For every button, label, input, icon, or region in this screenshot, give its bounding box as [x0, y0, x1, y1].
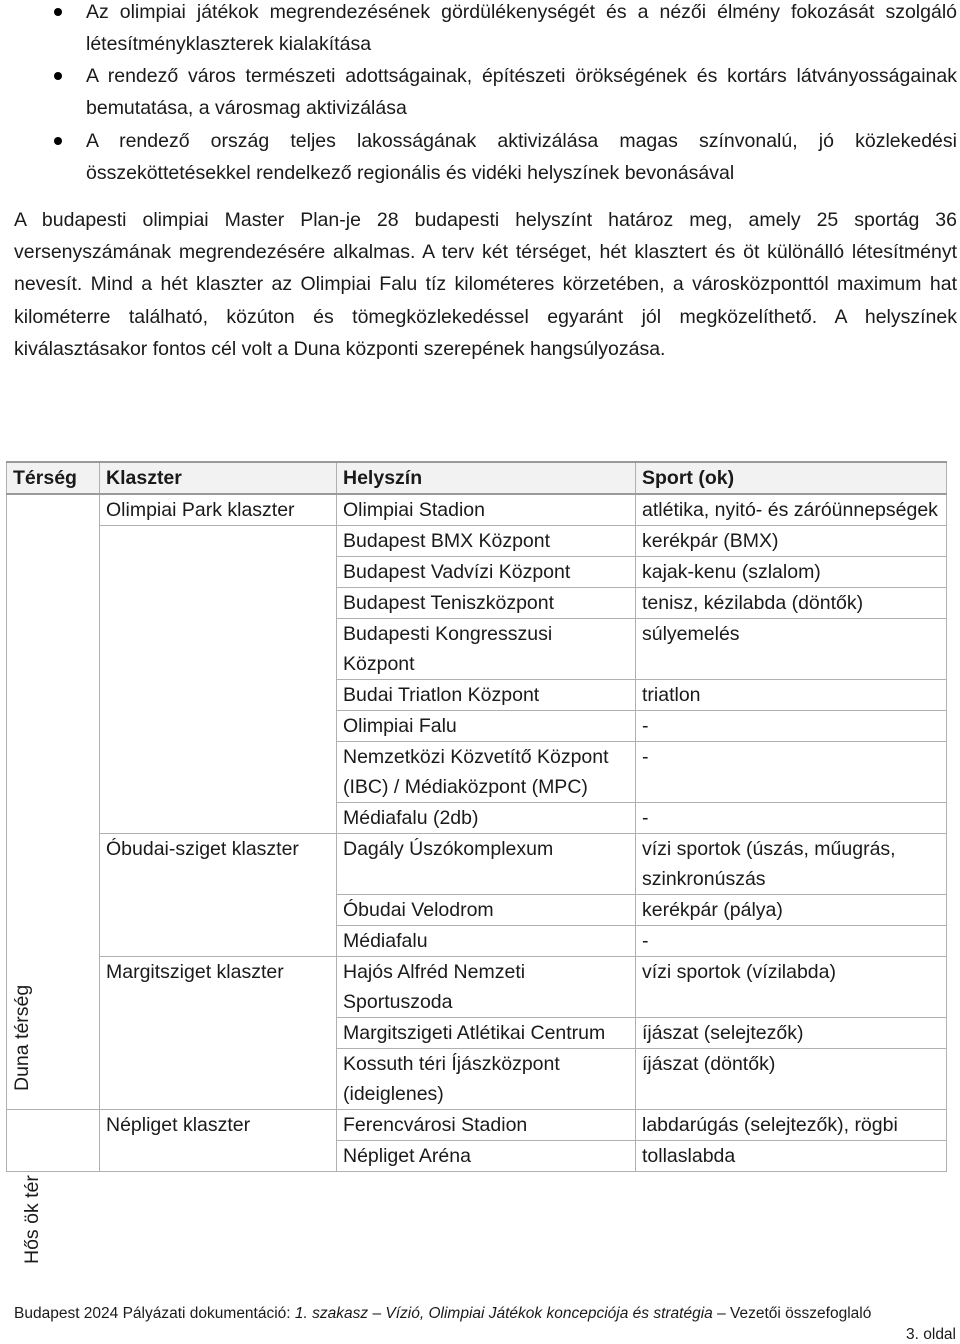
table-row [7, 680, 947, 711]
table-row [7, 834, 947, 895]
table-row [7, 1141, 947, 1172]
cluster-cell [100, 895, 337, 926]
table-row [7, 1110, 947, 1141]
bullet-item [86, 125, 957, 189]
venue-cell: Budapest Vadvízi Központ [337, 557, 636, 588]
venue-cell: Budapest Teniszközpont [337, 588, 636, 619]
table-row [7, 926, 947, 957]
bullet-item [86, 60, 957, 124]
sport-cell: - [636, 926, 947, 957]
venue-cell: Ferencvárosi Stadion [337, 1110, 636, 1141]
bullet-item [86, 0, 957, 60]
cluster-cell [100, 526, 337, 557]
page-footer [14, 1304, 954, 1324]
table-row [7, 711, 947, 742]
cluster-cell: Népliget klaszter [100, 1110, 337, 1141]
footer-dash: – [368, 1305, 386, 1322]
cluster-cell [100, 803, 337, 834]
cluster-cell: Olimpiai Park klaszter [100, 494, 337, 526]
bullet-dot-icon [54, 72, 62, 80]
table-row [7, 957, 947, 1018]
region-cell [7, 1110, 100, 1264]
sport-cell: tenisz, kézilabda (döntők) [636, 588, 947, 619]
sport-cell: vízi sportok (vízilabda) [636, 957, 947, 1018]
venue-cell: Olimpiai Stadion [337, 494, 636, 526]
footer-prefix: Budapest 2024 Pályázati dokumentáció: [14, 1305, 295, 1322]
venue-cell: Olimpiai Falu [337, 711, 636, 742]
header-venue: Helyszín [337, 462, 636, 494]
cluster-cell [100, 1141, 337, 1172]
cluster-cell [100, 926, 337, 957]
venue-cell: Kossuth téri Íjászközpont (ideiglenes) [337, 1049, 636, 1110]
sport-cell: kerékpár (BMX) [636, 526, 947, 557]
region-hosok: Hős ök tér [21, 1175, 43, 1264]
table-row [7, 742, 947, 803]
cluster-cell [100, 1049, 337, 1110]
table-row [7, 1049, 947, 1110]
table-row [7, 526, 947, 557]
sport-cell: atlétika, nyitó- és záróünnepségek [636, 494, 947, 526]
sport-cell: triatlon [636, 680, 947, 711]
venue-cell: Népliget Aréna [337, 1141, 636, 1172]
bullet-text: A rendező ország teljes lakosságának aktivizálása magas színvonalú, jó közlekedési összeköttetésekkel rendelkező regionális és vidéki helyszínek bevonásával [86, 130, 957, 184]
cluster-cell [100, 742, 337, 803]
bullet-dot-icon [54, 137, 62, 145]
venue-cell: Óbudai Velodrom [337, 895, 636, 926]
venue-table [6, 461, 947, 1264]
cluster-cell [100, 1018, 337, 1049]
bullet-dot-icon [54, 8, 62, 16]
table-row [7, 803, 947, 834]
page-number: 3. oldal [906, 1326, 956, 1343]
table-row [7, 557, 947, 588]
bullet-text: A rendező város természeti adottságainak, építészeti örökségének és kortárs látványosságainak bemutatása, a városmag aktivizálása [86, 65, 957, 119]
table-row [7, 588, 947, 619]
sport-cell: súlyemelés [636, 619, 947, 680]
footer-suffix: Vezetői összefoglaló [730, 1305, 872, 1322]
venue-cell: Budapest BMX Központ [337, 526, 636, 557]
cluster-cell [100, 619, 337, 680]
venue-cell: Dagály Úszókomplexum [337, 834, 636, 895]
cluster-cell [100, 557, 337, 588]
intro-paragraph: A budapesti olimpiai Master Plan-je 28 budapesti helyszínt határoz meg, amely 25 sportág 36 versenyszámának megrendezésére alkalmas. A terv két térséget, hét klasztert és öt különálló létesítményt nevesít. Mind a hét klaszter az Olimpiai Falu tíz kilométeres körzetében, a városközponttól maximum hat kilométerre található, közúton és tömegközlekedéssel egyaránt jól megközelíthető. A helyszínek kiválasztásakor fontos cél volt a Duna központi szerepének hangsúlyozása. [14, 209, 957, 360]
venue-cell: Margitszigeti Atlétikai Centrum [337, 1018, 636, 1049]
sport-cell: íjászat (döntők) [636, 1049, 947, 1110]
table-row [7, 494, 947, 526]
cluster-cell [100, 588, 337, 619]
sport-cell: - [636, 803, 947, 834]
venue-cell: Hajós Alfréd Nemzeti Sportuszoda [337, 957, 636, 1018]
header-region: Térség [7, 462, 100, 494]
sport-cell: tollaslabda [636, 1141, 947, 1172]
region-cell [7, 494, 100, 1110]
table-row [7, 895, 947, 926]
table-row [7, 1018, 947, 1049]
header-sport: Sport (ok) [636, 462, 947, 494]
footer-title: Vízió, Olimpiai Játékok koncepciója és stratégia [385, 1305, 713, 1322]
sport-cell: íjászat (selejtezők) [636, 1018, 947, 1049]
table-header-row [7, 462, 947, 494]
sport-cell: - [636, 711, 947, 742]
venue-cell: Médiafalu (2db) [337, 803, 636, 834]
cluster-cell [100, 680, 337, 711]
sport-cell: vízi sportok (úszás, műugrás, szinkronúszás [636, 834, 947, 895]
venue-cell: Budai Triatlon Központ [337, 680, 636, 711]
sport-cell: kajak-kenu (szlalom) [636, 557, 947, 588]
header-cluster: Klaszter [100, 462, 337, 494]
footer-dash: – [712, 1305, 731, 1322]
venue-cell: Budapesti Kongresszusi Központ [337, 619, 636, 680]
cluster-cell: Margitsziget klaszter [100, 957, 337, 1018]
sport-cell: - [636, 742, 947, 803]
cluster-cell [100, 711, 337, 742]
sport-cell: labdarúgás (selejtezők), rögbi [636, 1110, 947, 1141]
region-duna: Duna térség [11, 984, 33, 1092]
venue-cell: Nemzetközi Közvetítő Központ (IBC) / Médiaközpont (MPC) [337, 742, 636, 803]
bullet-text: Az olimpiai játékok megrendezésének gördülékenységét és a nézői élmény fokozását szolgáló létesítményklaszterek kialakítása [86, 1, 957, 55]
cluster-cell: Óbudai-sziget klaszter [100, 834, 337, 895]
region-hosok-wrap [19, 1110, 95, 1264]
sport-cell: kerékpár (pálya) [636, 895, 947, 926]
table-row [7, 619, 947, 680]
venue-cell: Médiafalu [337, 926, 636, 957]
footer-section: 1. szakasz [294, 1305, 369, 1322]
